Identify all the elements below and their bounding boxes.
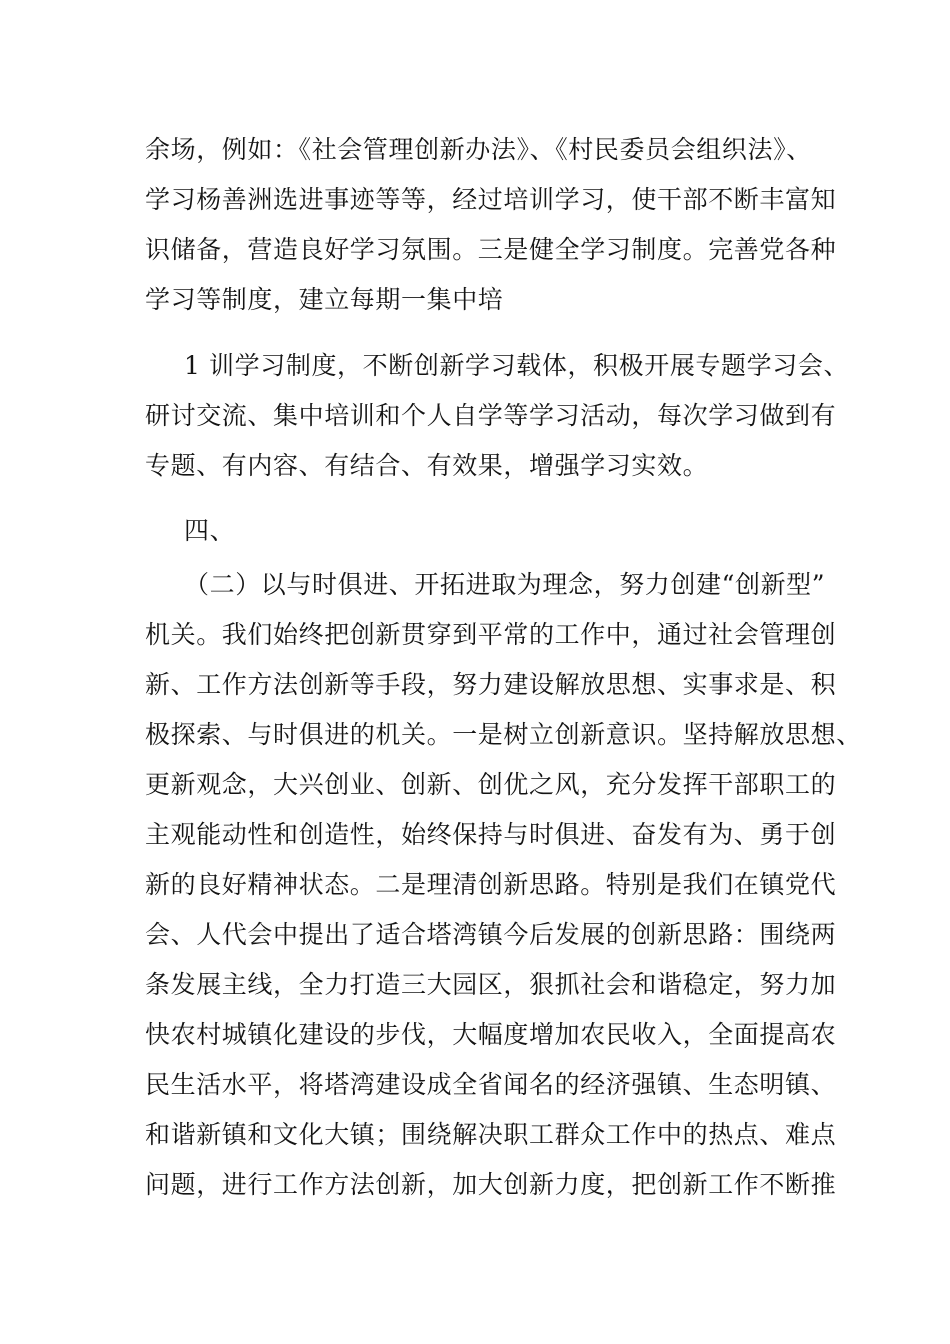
section-heading: 四、 xyxy=(184,516,236,545)
text-line: 条发展主线，全力打造三大园区，狠抓社会和谐稳定，努力加 xyxy=(145,970,837,999)
text-line: 新的良好精神状态。二是理清创新思路。特别是我们在镇党代 xyxy=(145,870,837,899)
text-line: （二）以与时俱进、开拓进取为理念，努力创建“创新型” xyxy=(184,570,826,599)
text-line: 机关。我们始终把创新贯穿到平常的工作中，通过社会管理创 xyxy=(145,620,837,649)
text-line: 研讨交流、集中培训和个人自学等学习活动，每次学习做到有 xyxy=(145,401,837,430)
text-line: 专题、有内容、有结合、有效果，增强学习实效。 xyxy=(145,451,709,480)
text-line: 民生活水平，将塔湾建设成全省闻名的经济强镇、生态明镇、 xyxy=(145,1070,837,1099)
text-line: 会、人代会中提出了适合塔湾镇今后发展的创新思路：围绕两 xyxy=(145,920,837,949)
text-line: 识储备，营造良好学习氛围。三是健全学习制度。完善党各种 xyxy=(145,235,837,264)
text-line: 快农村城镇化建设的步伐，大幅度增加农民收入，全面提高农 xyxy=(145,1020,837,1049)
text-line: 主观能动性和创造性，始终保持与时俱进、奋发有为、勇于创 xyxy=(145,820,837,849)
text-line: 学习等制度，建立每期一集中培 xyxy=(145,285,504,314)
text-line: 余场，例如：《社会管理创新办法》、《村民委员会组织法》、 xyxy=(145,135,812,164)
text-line: 1 训学习制度，不断创新学习载体，积极开展专题学习会、 xyxy=(184,351,850,380)
text-line: 新、工作方法创新等手段，努力建设解放思想、实事求是、积 xyxy=(145,670,837,699)
text-line: 极探索、与时俱进的机关。一是树立创新意识。坚持解放思想、 xyxy=(145,720,862,749)
text-line: 学习杨善洲选进事迹等等，经过培训学习，使干部不断丰富知 xyxy=(145,185,837,214)
text-line: 更新观念，大兴创业、创新、创优之风，充分发挥干部职工的 xyxy=(145,770,837,799)
text-line: 问题，进行工作方法创新，加大创新力度，把创新工作不断推 xyxy=(145,1170,837,1199)
text-line: 和谐新镇和文化大镇；围绕解决职工群众工作中的热点、难点 xyxy=(145,1120,837,1149)
